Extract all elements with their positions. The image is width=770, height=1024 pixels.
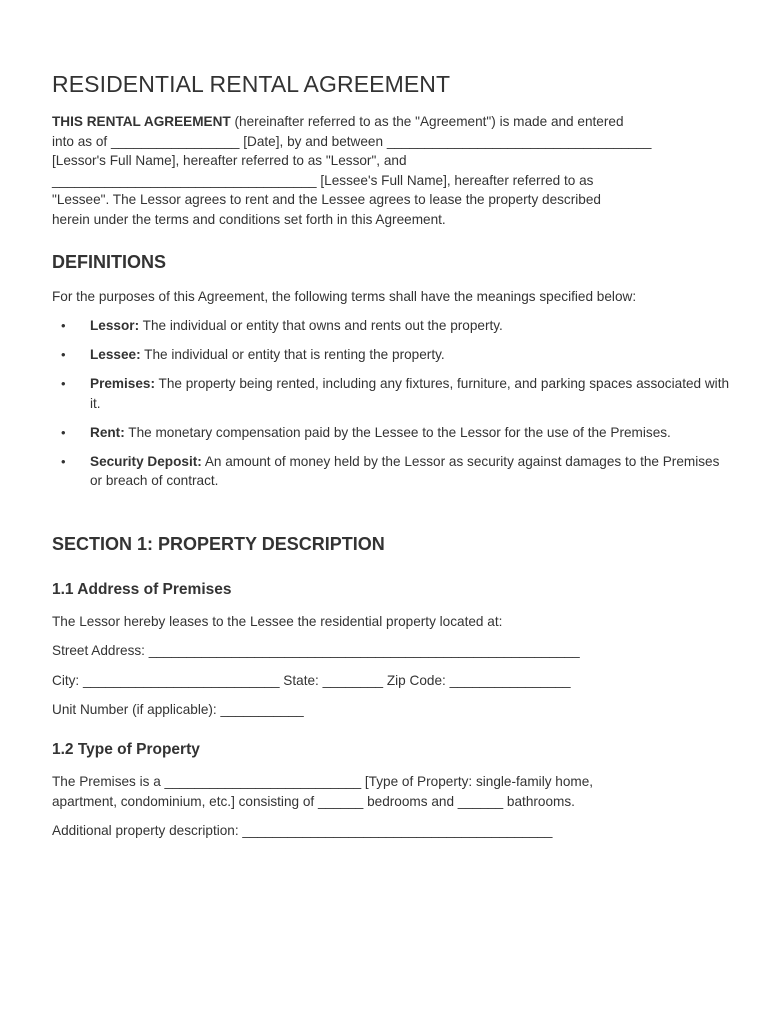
bullet-icon: •	[61, 424, 66, 440]
list-item	[52, 374, 732, 413]
definition-text: The individual or entity that owns and rents out the property.	[139, 318, 503, 333]
definition-text: The individual or entity that is renting the property.	[140, 347, 445, 362]
unit-number-field[interactable]: Unit Number (if applicable): ___________	[52, 702, 304, 717]
definitions-heading: DEFINITIONS	[52, 252, 167, 272]
definitions-list	[52, 316, 732, 500]
additional-description-field[interactable]: Additional property description: _________________________________________	[52, 823, 553, 838]
definition-term: Lessor:	[90, 318, 140, 333]
bullet-icon: •	[61, 347, 66, 362]
intro-line-2: into as of _________________ [Date], by and between ___________________________________	[52, 133, 652, 149]
intro-line-1	[52, 112, 732, 132]
bullet-icon: •	[61, 318, 66, 333]
definition-text: The monetary compensation paid by the Lessee to the Lessor for the use of the Premises.	[124, 424, 671, 440]
definition-term: Security Deposit:	[90, 453, 202, 469]
list-item	[52, 316, 732, 336]
intro-line-3: [Lessor's Full Name], hereafter referred to as "Lessor", and	[52, 153, 407, 168]
definition-term: Rent:	[90, 424, 125, 440]
list-item	[52, 345, 732, 365]
intro-line-4: ___________________________________ [Lessee's Full Name], hereafter referred to as	[52, 172, 594, 188]
property-type-line-2[interactable]: apartment, condominium, etc.] consisting of ______ bedrooms and ______ bathrooms.	[52, 794, 575, 809]
definition-term: Premises:	[90, 376, 155, 391]
intro-line-5: "Lessee". The Lessor agrees to rent and the Lessee agrees to lease the property described	[52, 192, 601, 207]
definition-text: An amount of money held by the Lessor as security against damages to the Premises or breach of contract.	[90, 453, 720, 488]
bullet-icon: •	[61, 453, 66, 469]
list-item	[52, 452, 732, 491]
subsection-1-2-heading: 1.2 Type of Property	[52, 741, 200, 758]
subsection-1-1-heading: 1.1 Address of Premises	[52, 581, 232, 598]
section-1-heading: SECTION 1: PROPERTY DESCRIPTION	[52, 534, 385, 554]
definition-term: Lessee:	[90, 347, 141, 362]
street-address-field[interactable]: Street Address: _________________________________________________________	[52, 643, 580, 658]
list-item	[52, 423, 732, 443]
document-title: RESIDENTIAL RENTAL AGREEMENT	[52, 71, 451, 97]
city-state-zip-field[interactable]: City: __________________________ State: ________ Zip Code: ________________	[52, 673, 571, 688]
address-lead: The Lessor hereby leases to the Lessee the residential property located at:	[52, 614, 503, 629]
intro-paragraph	[52, 112, 732, 229]
intro-bold-lead: THIS RENTAL AGREEMENT	[52, 114, 231, 129]
intro-line-1-rest: (hereinafter referred to as the "Agreement") is made and entered	[230, 114, 624, 129]
intro-line-6: herein under the terms and conditions set forth in this Agreement.	[52, 211, 446, 227]
property-type-line-1[interactable]: The Premises is a __________________________ [Type of Property: single-family home,	[52, 774, 594, 789]
bullet-icon: •	[61, 376, 66, 391]
definitions-lead: For the purposes of this Agreement, the following terms shall have the meanings specified below:	[52, 289, 637, 304]
definition-text: The property being rented, including any fixtures, furniture, and parking spaces associated with it.	[90, 376, 730, 411]
